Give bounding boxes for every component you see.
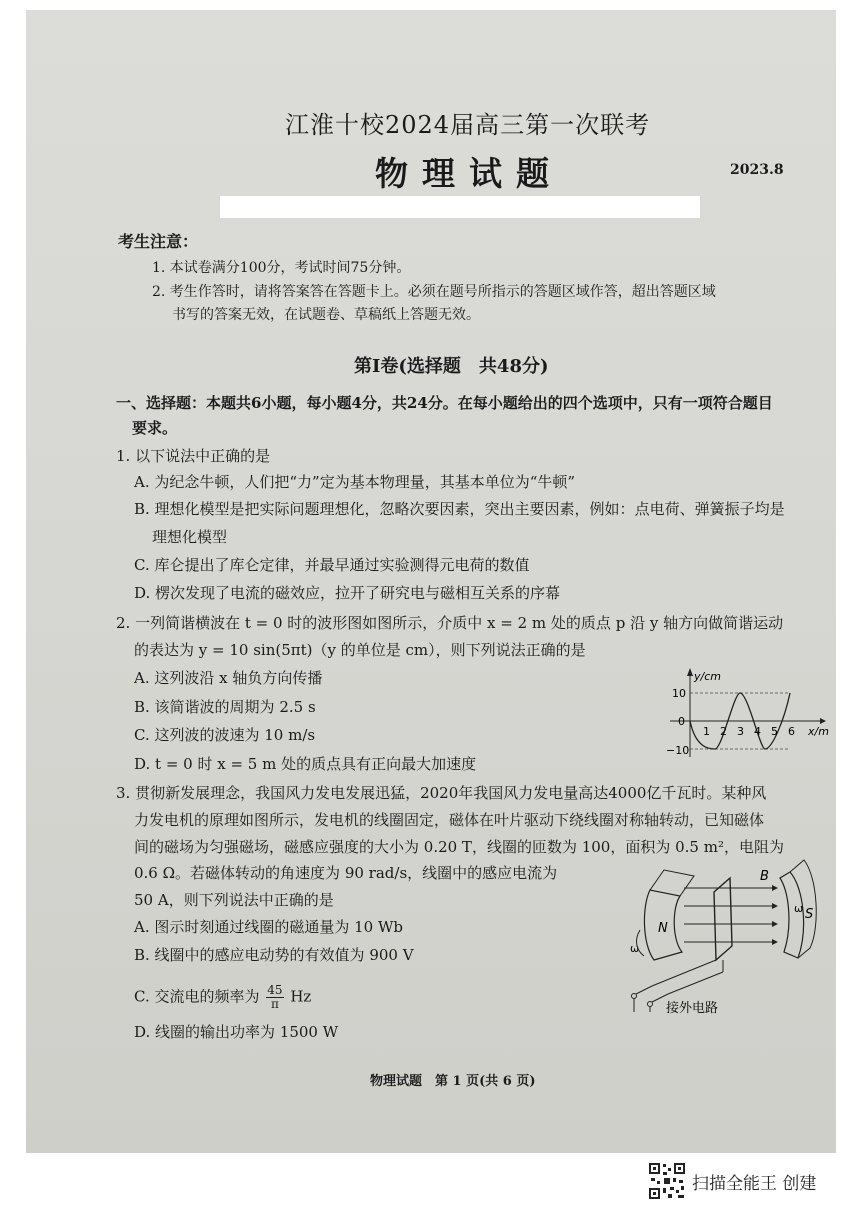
label-n: N (658, 921, 668, 936)
part-one-instruction: 一、选择题：本题共6小题，每小题4分，共24分。在每小题给出的四个选项中，只有一项符合题目 (116, 394, 773, 412)
generator-figure (622, 848, 832, 1024)
notice-item-2: 2. 考生作答时，请将答案答在答题卡上。必须在题号所指示的答题区域作答，超出答题区域 (152, 284, 716, 300)
q1-option-c: C. 库仑提出了库仑定律，并最早通过实验测得元电荷的数值 (134, 556, 530, 574)
q2-option-a: A. 这列波沿 x 轴负方向传播 (134, 669, 323, 687)
page-footer: 物理试题 第 1 页(共 6 页) (370, 1074, 536, 1089)
section-title: 第Ⅰ卷(选择题 共48分) (354, 356, 549, 377)
part-one-instruction-cont: 要求。 (132, 419, 178, 437)
graph-y-label: y/cm (694, 670, 721, 683)
qr-code-icon (648, 1162, 686, 1200)
graph-x-tick-5: 5 (771, 725, 778, 738)
fraction (266, 984, 283, 1011)
q2-option-d: D. t = 0 时 x = 5 m 处的质点具有正向最大加速度 (134, 755, 477, 773)
q3-option-c-unit: Hz (290, 987, 312, 1006)
q1-option-d: D. 楞次发现了电流的磁效应，拉开了研究电与磁相互关系的序幕 (134, 584, 561, 602)
q2-stem-cont: 的表达为 y = 10 sin(5πt)（y 的单位是 cm），则下列说法正确的是 (134, 641, 586, 659)
q1-option-a: A. 为纪念牛顿，人们把“力”定为基本物理量，其基本单位为“牛顿” (134, 473, 576, 491)
q3-option-d: D. 线圈的输出功率为 1500 W (134, 1023, 339, 1041)
label-omega-right: ω (794, 902, 804, 915)
q3-option-a: A. 图示时刻通过线圈的磁通量为 10 Wb (134, 918, 404, 936)
graph-x-tick-1: 1 (703, 725, 710, 738)
coil (714, 878, 732, 960)
wave-graph (660, 662, 830, 762)
q3-stem-cont-3: 0.6 Ω。若磁体转动的角速度为 90 rad/s，线圈中的感应电流为 (134, 864, 558, 882)
graph-y-tick-neg10: −10 (666, 744, 690, 757)
notice-item-3: 书写的答案无效，在试题卷、草稿纸上答题无效。 (172, 307, 480, 323)
scan-watermark-text: 扫描全能王 创建 (692, 1173, 817, 1194)
exam-name: 江淮十校2024届高三第一次联考 (285, 111, 651, 139)
q3-option-c-prefix: C. 交流电的频率为 (134, 987, 260, 1006)
scan-watermark (648, 1162, 816, 1200)
q1-option-b-cont: 理想化模型 (152, 528, 228, 546)
q1-option-b: B. 理想化模型是把实际问题理想化，忽略次要因素，突出主要因素，例如：点电荷、弹簧振子均是 (134, 500, 785, 518)
notice-heading: 考生注意： (118, 232, 199, 251)
notice-item-1: 1. 本试卷满分100分，考试时间75分钟。 (152, 260, 411, 276)
q3-stem-cont-4: 50 A，则下列说法中正确的是 (134, 891, 334, 909)
q2-option-c: C. 这列波的波速为 10 m/s (134, 726, 316, 744)
graph-y-tick-0: 0 (678, 715, 685, 728)
q3-option-c (134, 984, 311, 1011)
graph-x-tick-6: 6 (788, 725, 795, 738)
graph-x-tick-4: 4 (754, 725, 761, 738)
q2-stem: 2. 一列简谐横波在 t = 0 时的波形图如图所示，介质中 x = 2 m 处的质点 p 沿 y 轴方向做简谐运动 (116, 614, 784, 632)
q3-stem-cont-2: 间的磁场为匀强磁场，磁感应强度的大小为 0.20 T，线圈的匝数为 100，面积为 0.5 m²，电阻为 (134, 838, 784, 856)
q3-option-b: B. 线圈中的感应电动势的有效值为 900 V (134, 946, 414, 964)
fraction-denominator: π (270, 997, 279, 1011)
redaction-bar (220, 196, 700, 218)
graph-y-tick-10: 10 (672, 687, 686, 700)
fraction-numerator: 45 (267, 983, 283, 997)
subject-title: 物理试题 (375, 154, 563, 193)
graph-x-tick-3: 3 (737, 725, 744, 738)
q3-stem: 3. 贯彻新发展理念，我国风力发电发展迅猛，2020年我国风力发电量高达4000亿千瓦时。某种风 (116, 784, 767, 802)
exam-date: 2023.8 (730, 162, 784, 178)
label-omega-left: ω (630, 942, 640, 955)
graph-x-tick-2: 2 (720, 725, 727, 738)
q2-option-b: B. 该简谐波的周期为 2.5 s (134, 698, 316, 716)
q1-stem: 1. 以下说法中正确的是 (116, 447, 271, 465)
label-s: S (805, 907, 814, 922)
circuit-label: 接外电路 (666, 1001, 719, 1016)
label-b: B (760, 869, 769, 884)
graph-x-label: x/m (808, 725, 829, 738)
magnet-south (780, 872, 804, 958)
q3-stem-cont-1: 力发电机的原理如图所示，发电机的线圈固定，磁体在叶片驱动下绕线圈对称轴转动，已知磁体 (134, 811, 765, 829)
